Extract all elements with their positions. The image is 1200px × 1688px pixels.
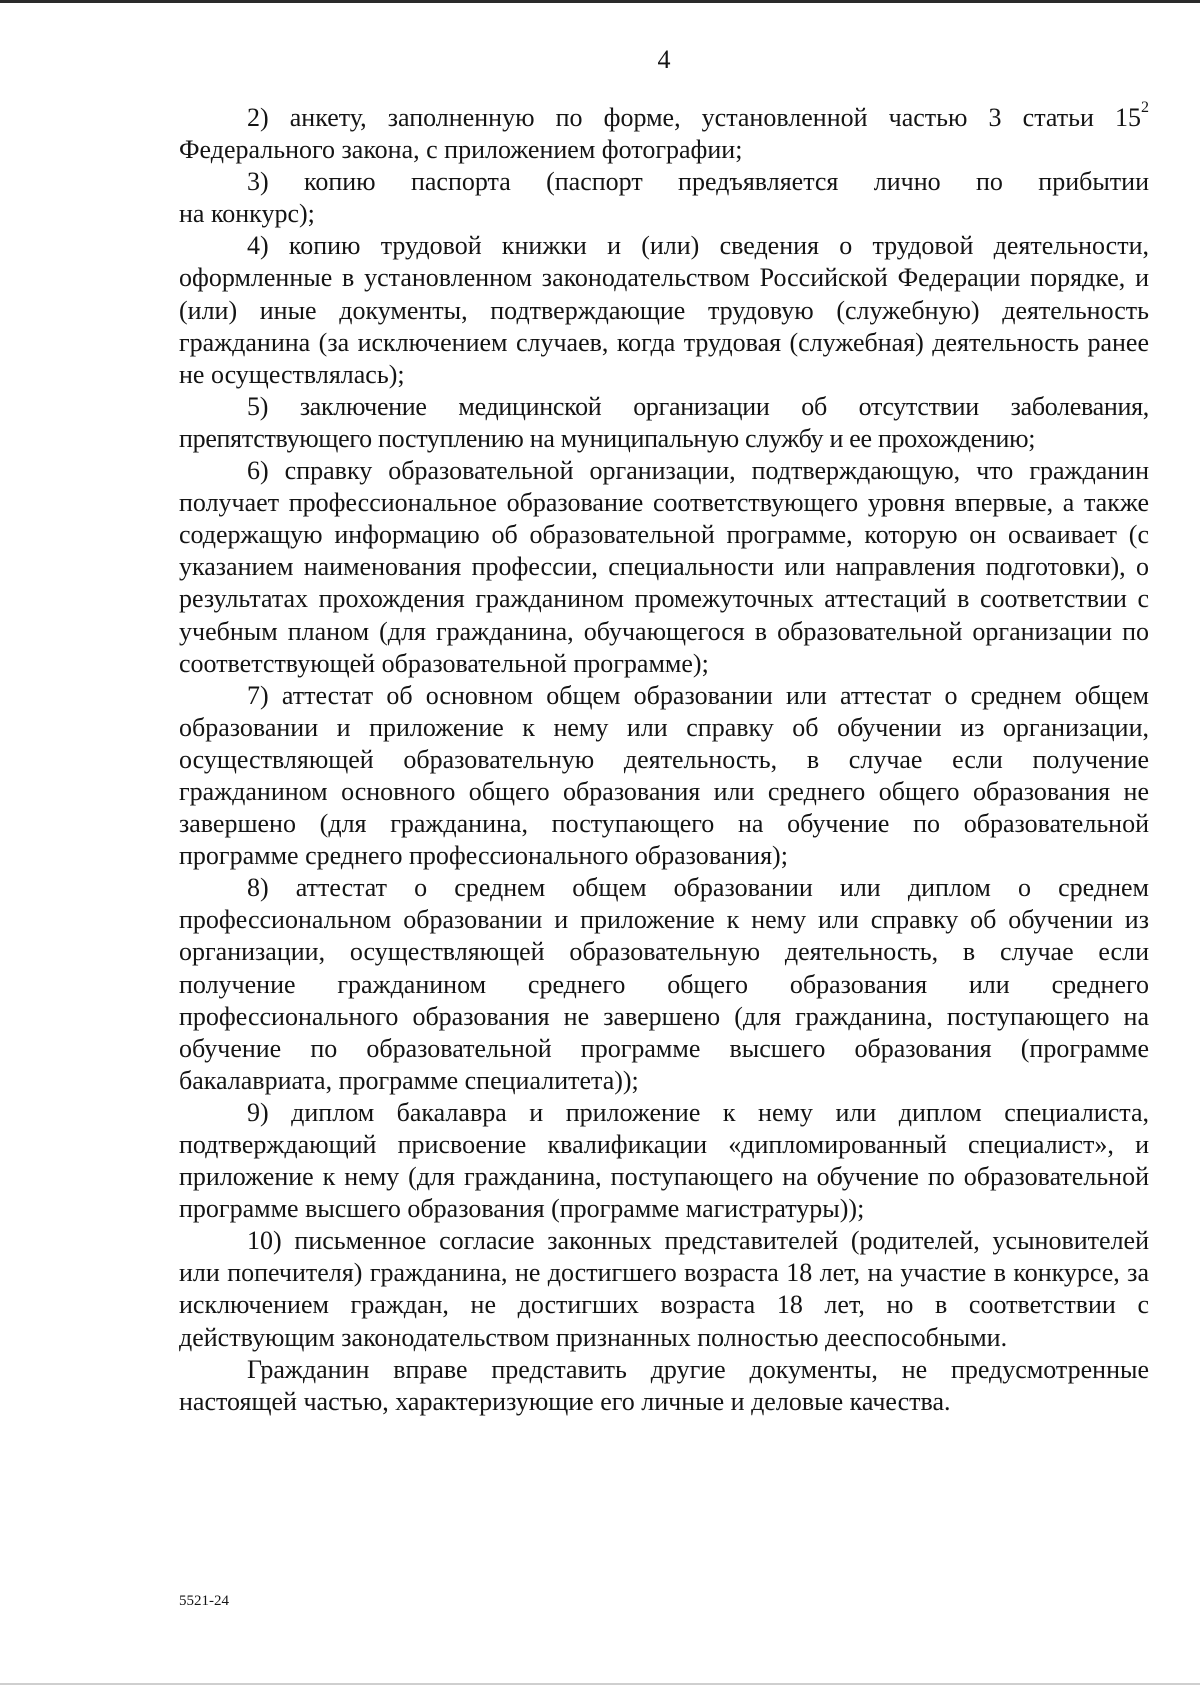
item-7: 7) аттестат об основном общем образовании или аттестат о среднем общем образовании и приложение к нему или справку об обучении из организации, осуществляющей образовательную деятельность, в случае если получение гражданином основного общего образования или среднего общего образования не завершено (для гражданина, поступающего на обучение по образовательной программе среднего профессионального образования); <box>179 680 1149 871</box>
item-2-line-1 <box>179 99 1149 134</box>
item-2-text: 2) анкету, заполненную по форме, установленной частью 3 статьи 15 <box>247 103 1141 132</box>
item-3-line-1: 3) копию паспорта (паспорт предъявляется лично по прибытии <box>247 167 1149 197</box>
item-9: 9) диплом бакалавра и приложение к нему или диплом специалиста, подтверждающий присвоение квалификации «дипломированный специалист», и приложение к нему (для гражданина, поступающего на обучение по образовательной программе высшего образования (программе магистратуры)); <box>179 1097 1149 1224</box>
item-2-line-2: Федерального закона, с приложением фотографии; <box>179 135 743 165</box>
item-5: 5) заключение медицинской организации об отсутствии заболевания, препятствующего поступлению на муниципальную службу и ее прохождению; <box>179 391 1149 453</box>
page-number: 4 <box>657 45 671 74</box>
scan-edge-top <box>0 0 1200 3</box>
item-10: 10) письменное согласие законных представителей (родителей, усыновителей или попечителя) гражданина, не достигшего возраста 18 лет, на участие в конкурсе, за исключением граждан, не достигших возраста 18 лет, но в соответствии с действующим законодательством признанных полностью дееспособными. <box>179 1226 1149 1352</box>
item-2-superscript: 2 <box>1141 99 1149 117</box>
closing-paragraph: Гражданин вправе представить другие документы, не предусмотренные настоящей частью, характеризующие его личные и деловые качества. <box>179 1354 1149 1416</box>
item-3-line-2: на конкурс); <box>179 199 315 229</box>
item-4: 4) копию трудовой книжки и (или) сведения о трудовой деятельности, оформленные в установленном законодательством Российской Федерации порядке, и (или) иные документы, подтверждающие трудовую (служебную) деятельность гражданина (за исключением случаев, когда трудовая (служебная) деятельность ранее не осуществлялась); <box>179 231 1149 389</box>
document-code: 5521-24 <box>179 1593 229 1609</box>
scan-edge-bottom <box>0 1683 1200 1685</box>
item-6: 6) справку образовательной организации, подтверждающую, что гражданин получает профессиональное образование соответствующего уровня впервые, а также содержащую информацию об образовательной программе, которую он осваивает (с указанием наименования профессии, специальности или направления подготовки), о результатах прохождения гражданином промежуточных аттестаций в соответствии с учебным планом (для гражданина, обучающегося в образовательной организации по соответствующей образовательной программе); <box>179 456 1149 678</box>
item-8: 8) аттестат о среднем общем образовании или диплом о среднем профессиональном образовании и приложение к нему или справку об обучении из организации, осуществляющей образовательную деятельность, в случае если получение гражданином среднего общего образования или среднего профессионального образования не завершено (для гражданина, поступающего на обучение по образовательной программе высшего образования (программе бакалавриата, программе специалитета)); <box>179 873 1149 1095</box>
document-body <box>179 99 1149 1418</box>
